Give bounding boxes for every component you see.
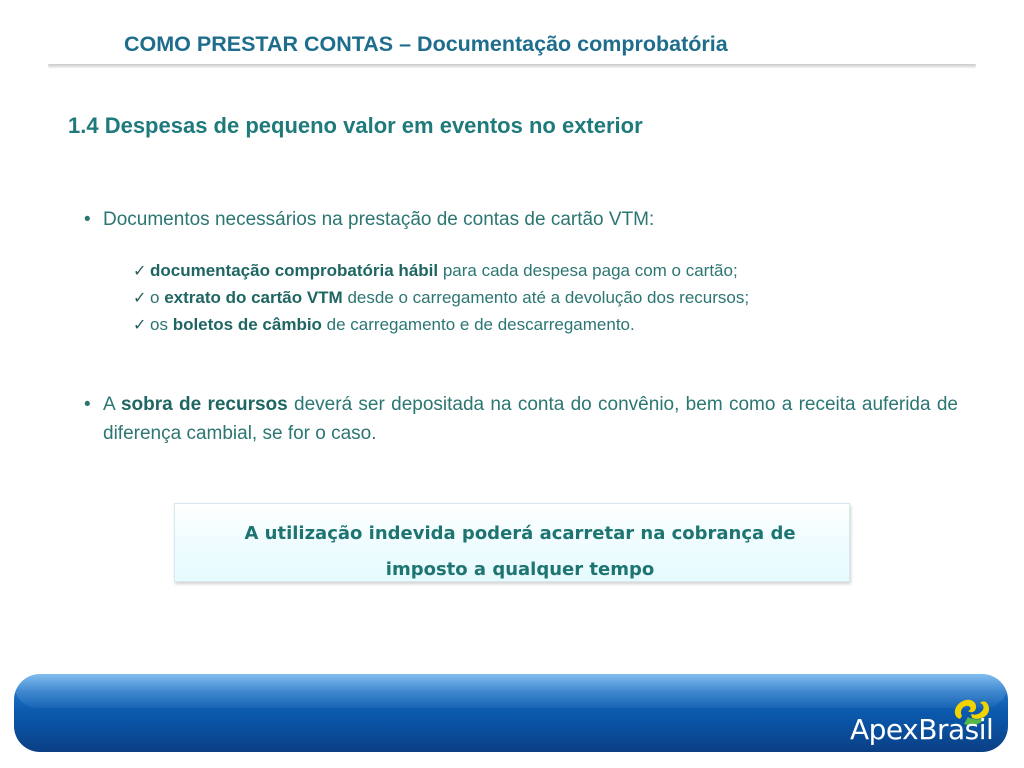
checklist-prefix: os xyxy=(150,315,173,334)
documents-checklist xyxy=(133,258,749,339)
bullet-prefix: A xyxy=(103,394,121,415)
section-subtitle: 1.4 Despesas de pequeno valor em eventos no exterior xyxy=(68,113,643,138)
check-icon: ✓ xyxy=(133,317,147,334)
warning-note-text xyxy=(215,516,825,588)
brand-name: ApexBrasil xyxy=(850,713,994,746)
title-divider xyxy=(48,64,976,67)
warning-note-line-1: A utilização indevida poderá acarretar na cobrança de xyxy=(244,523,796,544)
warning-note-line-2: imposto a qualquer tempo xyxy=(385,559,655,580)
checklist-rest-text: para cada despesa paga com o cartão; xyxy=(438,261,738,280)
checklist-prefix: o xyxy=(150,288,165,307)
checklist-item xyxy=(133,312,749,339)
bullet-icon: • xyxy=(84,394,91,415)
page-title: COMO PRESTAR CONTAS – Documentação comprobatória xyxy=(124,32,728,56)
warning-note-box xyxy=(174,503,850,582)
bullet-documents-text: Documentos necessários na prestação de contas de cartão VTM: xyxy=(103,209,655,230)
bullet-documents xyxy=(84,205,958,234)
check-icon: ✓ xyxy=(133,290,147,307)
check-icon: ✓ xyxy=(133,263,147,280)
checklist-bold-text: boletos de câmbio xyxy=(172,315,322,334)
bullet-remaining-funds xyxy=(84,390,958,448)
checklist-rest-text: de carregamento e de descarregamento. xyxy=(321,315,635,334)
bullet-rest-text: deverá ser depositada na conta do convênio, bem como a receita auferida de diferença cambial, se for o caso. xyxy=(103,394,959,444)
bullet-icon: • xyxy=(84,209,91,230)
checklist-item xyxy=(133,258,749,285)
checklist-rest-text: desde o carregamento até a devolução dos recursos; xyxy=(342,288,750,307)
bullet-remaining-funds-text xyxy=(103,390,958,448)
checklist-item xyxy=(133,285,749,312)
checklist-bold-text: documentação comprobatória hábil xyxy=(150,261,439,280)
checklist-bold-text: extrato do cartão VTM xyxy=(164,288,343,307)
bullet-bold-text: sobra de recursos xyxy=(120,394,288,415)
